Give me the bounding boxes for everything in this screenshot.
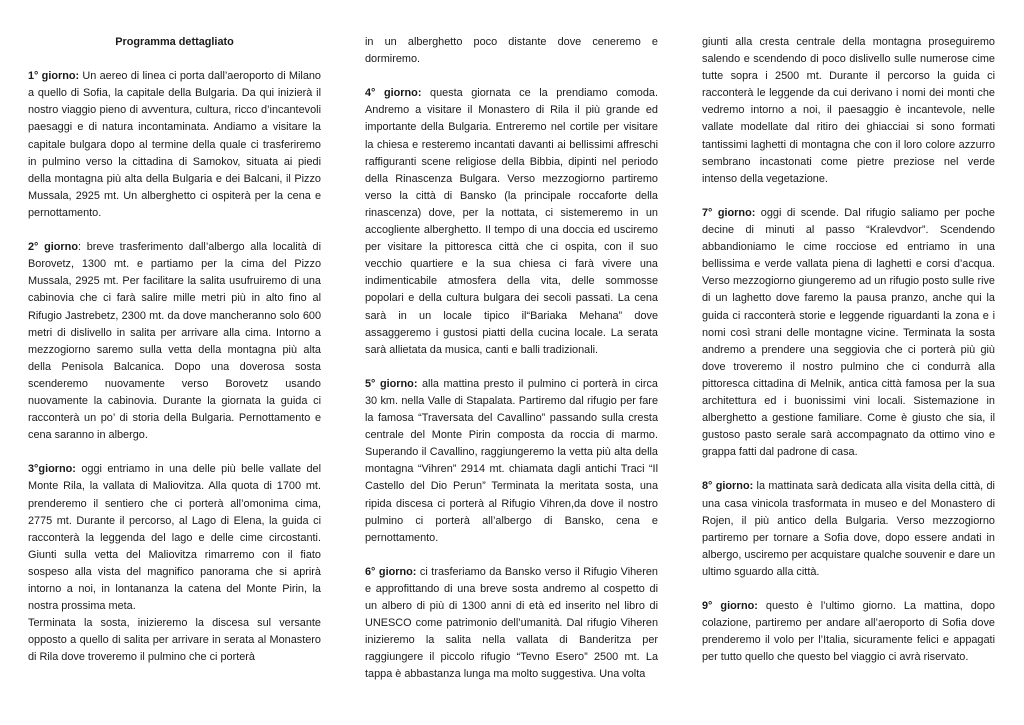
day-5-label: 5° giorno: <box>365 377 418 390</box>
day-3-label: 3°giorno: <box>28 463 76 476</box>
day-2-paragraph <box>28 239 321 444</box>
day-9-paragraph <box>702 598 995 666</box>
day-6-paragraph <box>365 564 658 684</box>
column-middle <box>365 34 658 684</box>
day-5-paragraph <box>365 376 658 547</box>
day-8-label: 8° giorno: <box>702 480 754 493</box>
day-4-label: 4° giorno: <box>365 87 422 100</box>
day-2-label: 2° giorno <box>28 241 78 254</box>
day-7-text: oggi di scende. Dal rifugio saliamo per poche decine di minuti al passo “Kralevdvor”. Scendendo abbandioniamo le cime rocciose ed entriamo in una bellissima e verde vallata piena di laghetti e corsi d’acqua. Verso mezzogiorno giungeremo ad un rifugio posto sulle rive di un laghetto dove faremo la pausa pranzo, anche qui la guida ci racconterà storie e leggende riguardanti la zona e i nomi così strani delle montagne vicine. Terminata la sosta andremo a prendere una seggiovia che ci porterà più giù dove troveremo il nostro pulmino che ci condurrà alla pittoresca cittadina di Melnik, antica città famosa per la sua architettura ed i buonissimi vini locali. Sistemazione in alberghetto a gestione familiare. Come è giusto che sia, il gustoso pasto serale sarà accompagnato da ottimo vino e grappa fatti dal padrone di casa. <box>702 206 995 459</box>
day-3-paragraph <box>28 461 321 615</box>
day-7-label: 7° giorno: <box>702 206 756 219</box>
day-9-text: questo è l’ultimo giorno. La mattina, dopo colazione, partiremo per andare all’aeroporto di Sofia dove prenderemo il volo per l’Italia, sicuramente felici e appagati per tutto quello che questo bel viaggio ci avrà riservato. <box>702 600 995 664</box>
day-9-label: 9° giorno: <box>702 600 758 613</box>
document-title: Programma dettagliato <box>115 36 234 48</box>
day-4-paragraph <box>365 85 658 359</box>
day-1-label: 1° giorno: <box>28 70 80 83</box>
day-8-paragraph <box>702 478 995 581</box>
day-3-end-paragraph <box>365 34 658 68</box>
day-6-text: ci trasferiamo da Bansko verso il Rifugio Viheren e approfittando di una breve sosta andremo al cospetto di un albero di più di 1300 anni di età ed inserito nel libro di UNESCO come patrimonio dell’umanità. Dal rifugio Viheren inizieremo la salita nella vallata di Banderitza per raggiungere il piccolo rifugio “Tevno Esero” 2500 mt. La tappa è abbastanza lunga ma molto suggestiva. Una volta <box>365 565 658 681</box>
day-5-text: alla mattina presto il pulmino ci porterà in circa 30 km. nella Valle di Stapalata. Partiremo dal rifugio per fare la famosa “Traversata del Cavallino” passando sulla cresta centrale del Monte Pirin composta da roccia di marmo. Superando il Cavallino, raggiungeremo la vetta più alta della montagna “Vihren” 2914 mt. chiamata dagli antichi Traci “Il Castello del Dio Perun” Terminata la meritata sosta, una ripida discesa ci porterà al Rifugio Vihren,da dove il nostro pulmino ci porterà all’albergo di Bansko, cena e pernottamento. <box>365 377 658 544</box>
day-6-end-text: giunti alla cresta centrale della montagna proseguiremo salendo e scendendo di poco dislivello sulle numerose cime tutte sopra i 2500 mt. Durante il percorso la guida ci racconterà le leggende da cui derivano i nomi dei monti che vedremo intorno a noi, il paesaggio è incantevole, nelle vallate modellate dal ritiro dei ghiacciai si sono formati tantissimi laghetti di montagna che con il loro colore azzurro sembrano incastonati come pietre preziose nel verde intenso della vegetazione. <box>702 36 995 185</box>
day-6-label: 6° giorno: <box>365 565 417 578</box>
column-left <box>28 34 321 666</box>
day-3-continuation <box>28 615 321 666</box>
column-right <box>702 34 995 666</box>
day-2-text: : breve trasferimento dall’albergo alla località di Borovetz, 1300 mt. e partiamo per la cima del Pizzo Mussala, 2925 mt. Per facilitare la salita usufruiremo di una cabinovia che ci farà salire mille metri più in alto fino al Rifugio Jastrebetz, 2300 mt. da dove mancheranno solo 600 metri di dislivello in salita per arrivare alla cima. Intorno a mezzogiorno saremo sulla vetta della montagna più alta della Penisola Balcanica. Dopo una doverosa sosta scenderemo nuovamente verso Borovetz usando nuovamente la cabinovia. Durante la giornata la guida ci racconterà un po’ di storia della Bulgaria. Pernottamento e cena saranno in albergo. <box>28 241 321 442</box>
day-1-text: Un aereo di linea ci porta dall’aeroporto di Milano a quello di Sofia, la capitale della Bulgaria. Da qui inizierà il nostro viaggio pieno di avventura, cultura, ricco d’incantevoli paesaggi e di natura incontaminata. Andiamo a visitare la capitale bulgara dopo al termine della quale ci trasferiremo in pulmino verso la cittadina di Samokov, situata ai piedi della montagna più alta della Bulgaria e dei Balcani, il Pizzo Mussala, 2925 mt. Un alberghetto ci ospiterà per la cena e pernottamento. <box>28 70 321 219</box>
day-3-end-text: in un alberghetto poco distante dove ceneremo e dormiremo. <box>365 36 658 66</box>
day-8-text: la mattinata sarà dedicata alla visita della città, di una casa vinicola trasformata in museo e del Monastero di Rojen, il più antico della Bulgaria. Verso mezzogiorno partiremo per tornare a Sofia dove, dopo essere andati in albergo, usciremo per acquistare qualche souvenir e dare un ultimo sguardo alla città. <box>702 480 996 578</box>
day-3-text: oggi entriamo in una delle più belle vallate del Monte Rila, la vallata di Maliovitza. Alla quota di 1700 mt. prenderemo il sentiero che ci porterà all’omonima cima, 2775 mt. Durante il percorso, al Lago di Elena, la guida ci racconterà la leggenda del lago e delle cime circostanti. Giunti sulla vetta del Maliovitza rimarremo con il fiato sospeso alla vista del magnifico panorama che si aprirà intorno a noi, in lontananza la catena del Monte Pirin, la nostra prossima meta. <box>28 463 321 613</box>
day-4-text: questa giornata ce la prendiamo comoda. Andremo a visitare il Monastero di Rila il più grande ed importante della Bulgaria. Entreremo nel cortile per visitare la chiesa e resteremo incantati davanti ai bellissimi affreschi raffiguranti scene religiose della Bibbia, dipinti nel periodo della Rinascenza Bulgara. Verso mezzogiorno partiremo verso la città di Bansko (la principale roccaforte della rinascenza) dove, per la nottata, ci sistemeremo in un accogliente alberghetto. Il tempo di una doccia ed usciremo per visitare la pittoresca città che ci ospita, con il suo vecchio quartiere e la sua chiesa ci farà vivere una indimenticabile atmosfera della vita, delle sommosse popolari e della cultura bulgara dei secoli passati. La cena sarà in un locale tipico il“Bariaka Mehana” dove assaggeremo i gustosi piatti della cucina locale. La serata sarà allietata da musica, canti e balli tradizionali. <box>365 87 658 356</box>
day-3-continuation-text: Terminata la sosta, inizieremo la discesa sul versante opposto a quello di salita per arrivare in serata al Monastero di Rila dove troveremo il pulmino che ci porterà <box>28 617 321 664</box>
day-1-paragraph <box>28 68 321 222</box>
day-6-end-paragraph <box>702 34 995 188</box>
day-7-paragraph <box>702 205 995 461</box>
